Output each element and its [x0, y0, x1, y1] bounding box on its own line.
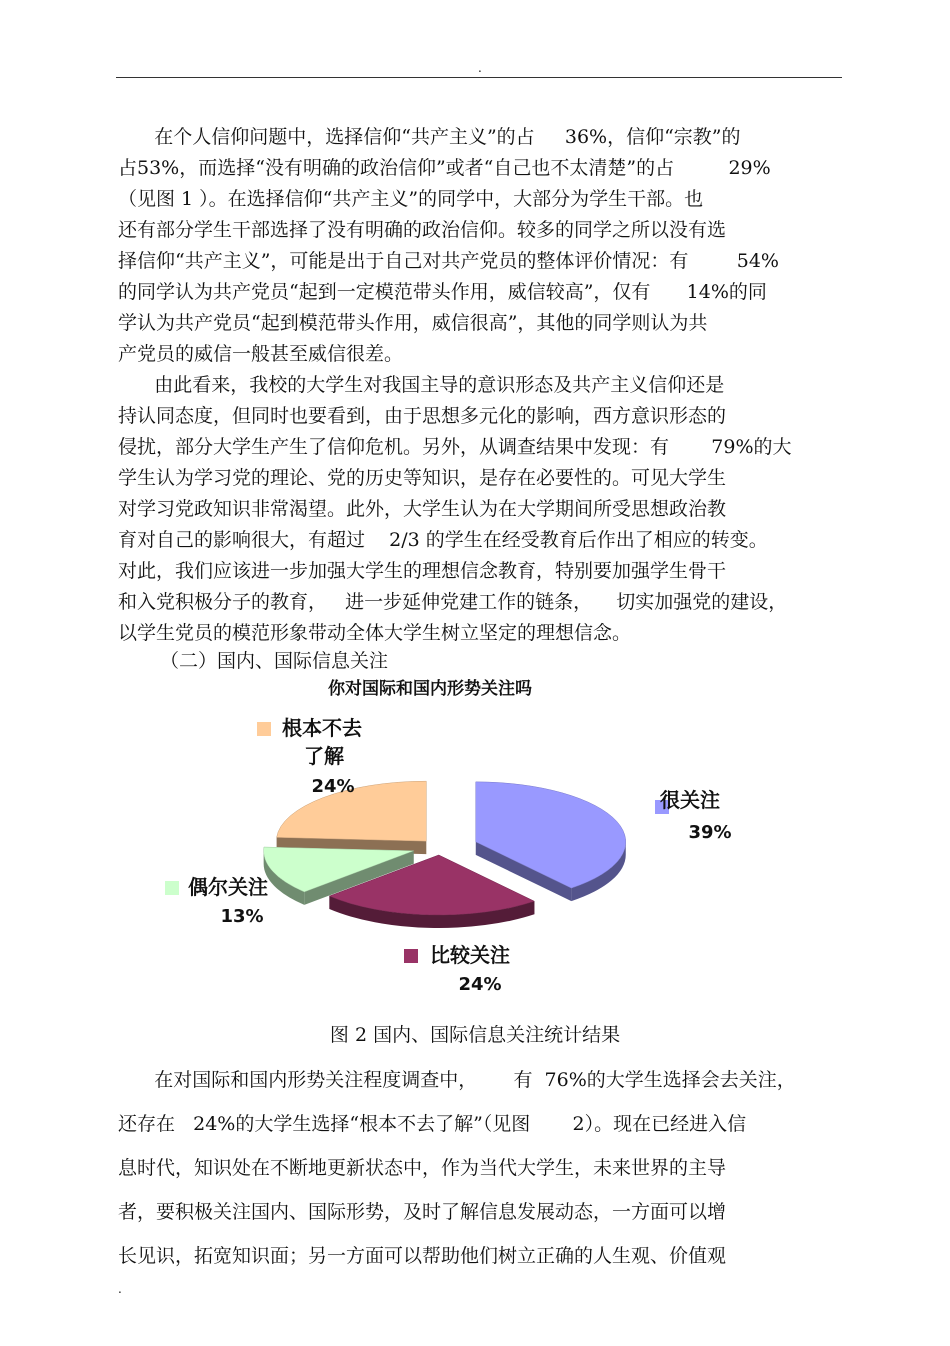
slice-label: 了解 [304, 744, 344, 768]
text-line: 学生认为学习党的理论、党的历史等知识，是存在必要性的。可见大学生 [118, 467, 727, 489]
text-line: 以学生党员的模范形象带动全体大学生树立坚定的理想信念。 [118, 622, 632, 644]
pie-labels [165, 716, 732, 995]
text-line: 由此看来，我校的大学生对我国主导的意识形态及共产主义信仰还是 [118, 374, 725, 396]
header-mark: . [478, 61, 482, 75]
text-line: 对学习党政知识非常渴望。此外，大学生认为在大学期间所受思想政治教 [118, 498, 727, 520]
slice-value-label: 39% [688, 822, 732, 843]
pie-chart-svg [150, 672, 732, 1002]
text-line: 的同学认为共产党员“起到一定模范带头作用，威信较高”，仅有 14%的同 [118, 281, 767, 303]
legend-key-4 [257, 722, 271, 736]
text-line: 产党员的威信一般甚至威信很差。 [118, 343, 404, 365]
slice-value-label: 24% [458, 974, 502, 995]
text-line: 持认同态度，但同时也要看到，由于思想多元化的影响，西方意识形态的 [118, 405, 727, 427]
text-line: 在对国际和国内形势关注程度调查中， 有 76%的大学生选择会去关注， [118, 1069, 796, 1091]
text-line: 对此，我们应该进一步加强大学生的理想信念教育，特别要加强学生骨干 [118, 560, 727, 582]
text-line: 还有部分学生干部选择了没有明确的政治信仰。较多的同学之所以没有选 [118, 219, 727, 241]
text-line: 学认为共产党员“起到模范带头作用，威信很高”，其他的同学则认为共 [118, 312, 708, 334]
text-line: 息时代，知识处在不断地更新状态中，作为当代大学生，未来世界的主导 [118, 1157, 727, 1179]
footer-mark: . [118, 1282, 122, 1296]
text-line: 者，要积极关注国内、国际形势，及时了解信息发展动态，一方面可以增 [118, 1201, 727, 1223]
text-line: 长见识，拓宽知识面；另一方面可以帮助他们树立正确的人生观、价值观 [118, 1245, 727, 1267]
text-line: 择信仰“共产主义”，可能是出于自己对共产党员的整体评价情况：有 54% [118, 250, 779, 272]
slice-label: 比较关注 [430, 943, 510, 967]
slice-label: 很关注 [660, 788, 720, 812]
text-line: 育对自己的影响很大，有超过 2/3 的学生在经受教育后作出了相应的转变。 [118, 529, 768, 551]
text-line: 侵扰，部分大学生产生了信仰危机。另外，从调查结果中发现：有 79%的大 [118, 436, 792, 458]
text-line: 占53%，而选择“没有明确的政治信仰”或者“自己也不太清楚”的占 29% [118, 157, 771, 179]
text-line: 在个人信仰问题中，选择信仰“共产主义”的占 36%，信仰“宗教”的 [118, 126, 741, 148]
slice-value-label: 13% [220, 906, 264, 927]
legend-key-2 [404, 949, 418, 963]
text-line: 还存在 24%的大学生选择“根本不去了解”（见图 2）。现在已经进入信 [118, 1113, 747, 1135]
text-line: 和入党积极分子的教育， 进一步延伸党建工作的链条， 切实加强党的建设， [118, 591, 788, 613]
pie-slice-1 [476, 782, 626, 888]
legend-key-3 [165, 881, 179, 895]
section-heading: （二）国内、国际信息关注 [160, 650, 389, 672]
figure-caption: 图 2 国内、国际信息关注统计结果 [329, 1024, 621, 1046]
slice-label: 偶尔关注 [188, 875, 268, 899]
slice-value-label: 24% [311, 776, 355, 797]
slice-label: 根本不去 [282, 716, 362, 740]
pie-chart [150, 672, 732, 1002]
header-rule [116, 77, 842, 78]
text-line: （见图 1 ）。在选择信仰“共产主义”的同学中，大部分为学生干部。也 [118, 188, 704, 210]
chart-title: 你对国际和国内形势关注吗 [328, 679, 532, 699]
